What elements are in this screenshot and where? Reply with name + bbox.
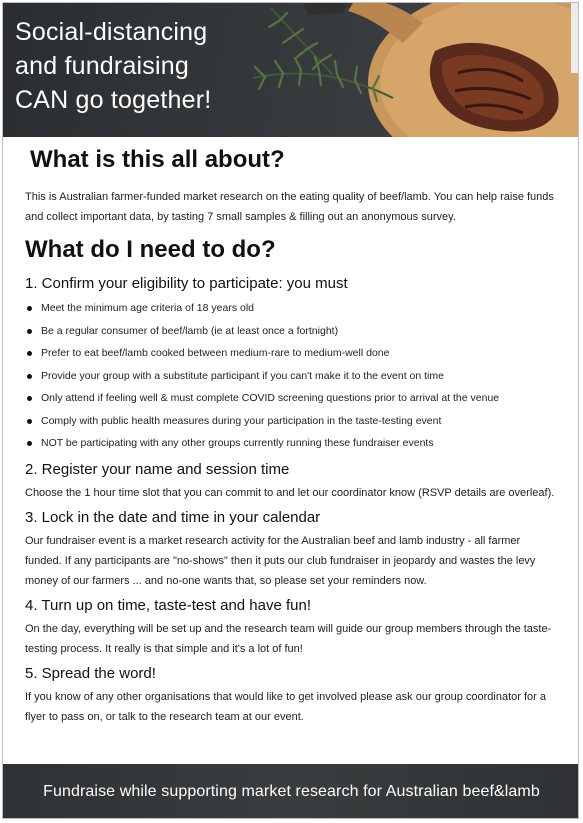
list-item bbox=[25, 320, 557, 343]
todo-heading: What do I need to do? bbox=[25, 236, 276, 263]
banner-line-2: and fundraising bbox=[15, 52, 189, 80]
step-5-text: If you know of any other organisations that would like to get involved please ask our group coordinator for a flyer to pass on, or talk to the research team at our event. bbox=[25, 690, 546, 723]
list-item-text: NOT be participating with any other groups currently running these fundraiser events bbox=[41, 437, 434, 449]
bullet-icon bbox=[27, 306, 32, 311]
bullet-icon bbox=[27, 396, 32, 401]
bullet-icon bbox=[27, 351, 32, 356]
bullet-icon bbox=[27, 329, 32, 334]
list-item-text: Comply with public health measures during your participation in the taste-testing event bbox=[41, 414, 442, 427]
bullet-icon bbox=[27, 419, 32, 424]
step-2-heading: 2. Register your name and session time bbox=[25, 460, 290, 478]
list-item bbox=[25, 387, 557, 410]
banner-headline bbox=[15, 15, 245, 117]
list-item bbox=[25, 410, 557, 433]
list-item bbox=[25, 342, 557, 365]
eligibility-list bbox=[25, 297, 557, 455]
footer-text: Fundraise while supporting market research for Australian beef&lamb bbox=[43, 783, 540, 800]
banner-line-3: CAN go together! bbox=[15, 86, 212, 114]
bullet-icon bbox=[27, 441, 32, 446]
step-3-text: Our fundraiser event is a market research activity for the Australian beef and lamb industry - all farmer funded. If any participants are "no-shows" then it puts our club fundraiser in jeopardy and wastes the levy money of our farmers ... and no-one wants that, so please set your reminders now. bbox=[25, 534, 536, 587]
step-4-heading: 4. Turn up on time, taste-test and have fun! bbox=[25, 596, 312, 614]
list-item bbox=[25, 432, 557, 455]
list-item bbox=[25, 365, 557, 388]
footer-banner bbox=[3, 764, 579, 819]
list-item-text: Meet the minimum age criteria of 18 years old bbox=[41, 302, 255, 314]
step-5-heading: 5. Spread the word! bbox=[25, 664, 156, 682]
list-item-text: Prefer to eat beef/lamb cooked between medium-rare to medium-well done bbox=[41, 347, 390, 359]
banner-line-1: Social-distancing bbox=[15, 18, 208, 46]
list-item bbox=[25, 297, 557, 320]
step-4-text: On the day, everything will be set up and the research team will guide our group members through the taste-testing process. It really is that simple and it's a lot of fun! bbox=[25, 622, 552, 655]
main-content bbox=[25, 143, 557, 727]
list-item-text: Provide your group with a substitute participant if you can't make it to the event on time bbox=[41, 369, 444, 382]
list-item-text: Only attend if feeling well & must complete COVID screening questions prior to arrival at the venue bbox=[41, 392, 500, 404]
step-1-heading: 1. Confirm your eligibility to participate: you must bbox=[25, 275, 348, 292]
bullet-icon bbox=[27, 374, 32, 379]
header-banner bbox=[3, 3, 579, 137]
step-2-text: Choose the 1 hour time slot that you can commit to and let our coordinator know (RSVP details are overleaf). bbox=[25, 486, 555, 499]
about-text: This is Australian farmer-funded market research on the eating quality of beef/lamb. You can help raise funds and collect important data, by tasting 7 small samples & filling out an anonymous survey. bbox=[25, 191, 554, 223]
list-item-text: Be a regular consumer of beef/lamb (ie at least once a fortnight) bbox=[41, 324, 339, 337]
about-heading: What is this all about? bbox=[30, 146, 285, 173]
step-3-heading: 3. Lock in the date and time in your calendar bbox=[25, 508, 321, 526]
flyer-page bbox=[2, 2, 579, 819]
